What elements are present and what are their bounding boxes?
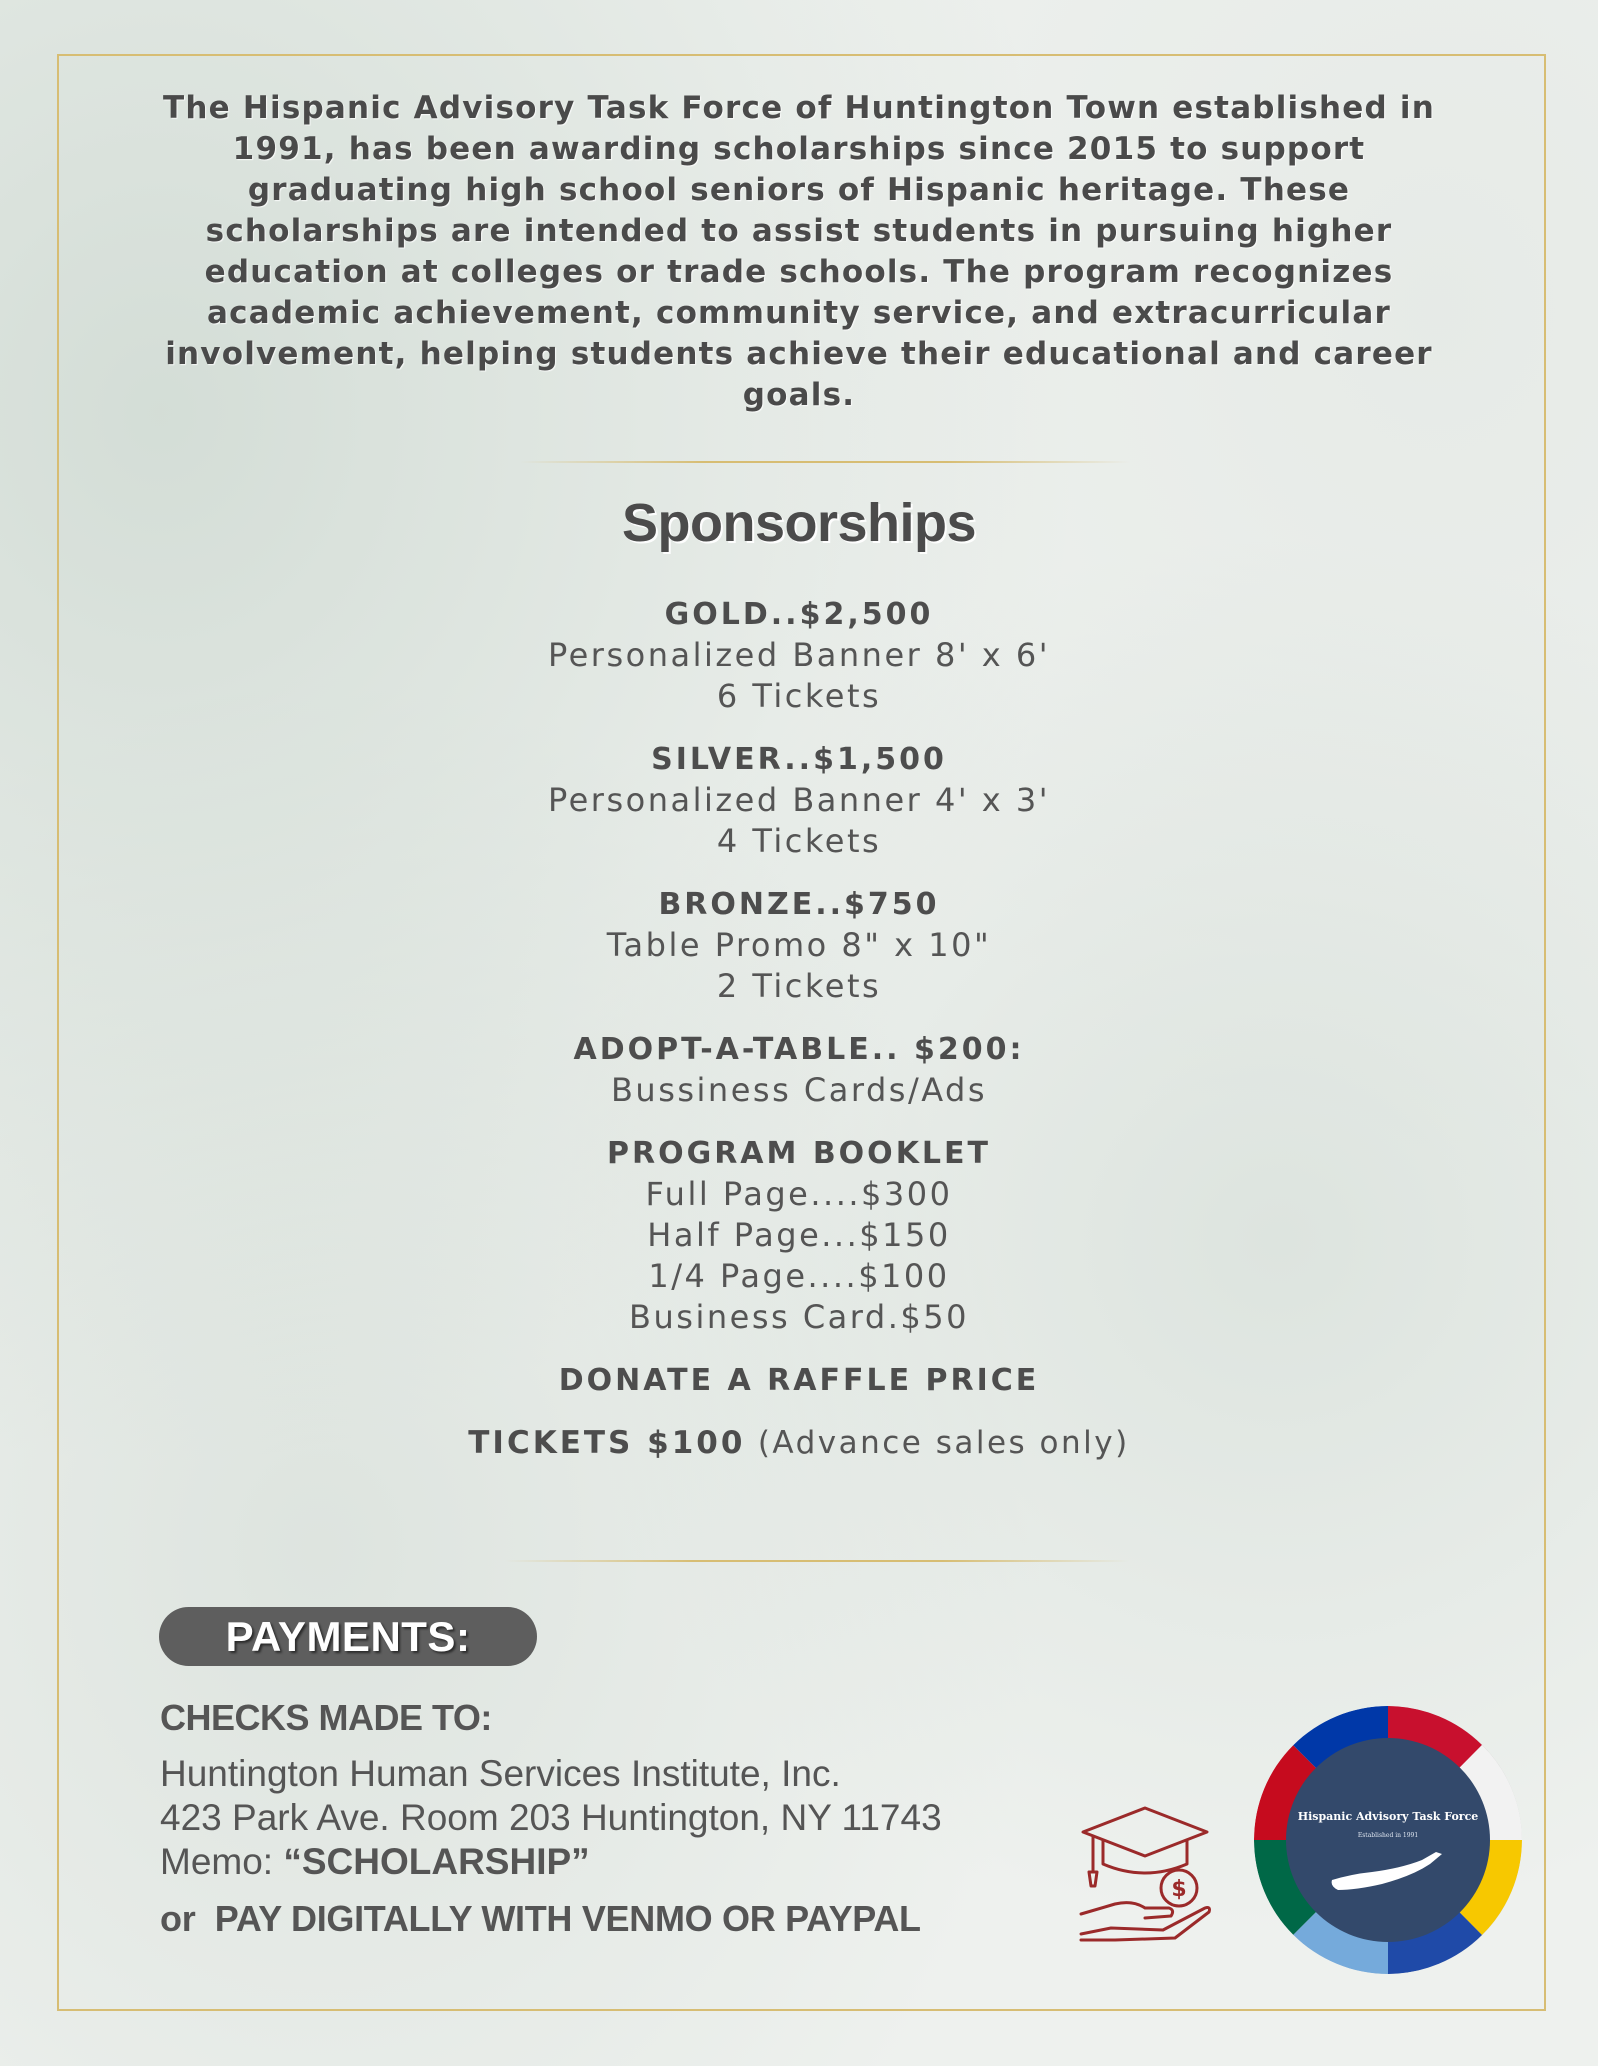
tier-adopt-a-table [0,1029,1598,1111]
tier-title: SILVER..$1,500 [651,742,947,777]
tier-line: 2 Tickets [716,967,882,1005]
tier-silver [0,739,1598,862]
tier-title: BRONZE..$750 [658,887,940,922]
tier-title: PROGRAM BOOKLET [606,1136,992,1171]
sponsorships-heading: Sponsorships [621,493,977,553]
top-divider [520,461,1130,463]
tier-raffle [0,1360,1598,1401]
tier-gold [0,594,1598,717]
memo-value: “SCHOLARSHIP” [283,1841,590,1882]
bottom-divider [505,1560,1130,1562]
tickets-label: TICKETS $100 [468,1425,746,1461]
tier-line: Bussiness Cards/Ads [610,1071,988,1109]
payee-street: 423 Park Ave. Room 203 Huntington, NY 11743 [160,1797,942,1838]
logo-center [1286,1738,1490,1942]
tier-bronze [0,884,1598,1007]
tier-line: Personalized Banner 8' x 6' [547,636,1051,674]
digital-payment: or PAY DIGITALLY WITH VENMO OR PAYPAL [160,1898,921,1939]
tier-title: GOLD..$2,500 [664,597,934,632]
logo-name: Hispanic Advisory Task Force [1297,1810,1479,1823]
tier-line: Half Page...$150 [647,1216,951,1254]
payee-address [160,1752,942,1884]
tier-line: 1/4 Page....$100 [648,1257,950,1295]
graduation-cap-hand-dollar-icon [1075,1802,1215,1942]
tier-line: Personalized Banner 4' x 3' [547,781,1051,819]
sponsorship-tiers [0,594,1598,1464]
tier-line: Table Promo 8" x 10" [606,926,992,964]
payments-badge: PAYMENTS: [159,1607,537,1666]
memo-label: Memo: [160,1841,274,1882]
tier-line: Full Page....$300 [645,1175,953,1213]
tier-line: 6 Tickets [716,677,882,715]
logo-subtitle: Established in 1991 [1357,1832,1419,1839]
svg-text:$: $ [1171,1877,1187,1902]
memo-line [160,1840,942,1884]
checks-title: CHECKS MADE TO: [160,1697,492,1738]
hispanic-advisory-logo [1252,1704,1524,1976]
tickets-row [0,1423,1598,1464]
tier-line: Business Card.$50 [629,1298,969,1336]
intro-paragraph: The Hispanic Advisory Task Force of Huntington Town established in 1991, has been awarding scholarships since 2015 to support graduating high school seniors of Hispanic heritage. These scholarships are intended to assist students in pursuing higher education at colleges or trade schools. The program recognizes academic achievement, community service, and extracurricular involvement, helping students achieve their educational and career goals. [163,90,1435,413]
tier-title: ADOPT-A-TABLE.. $200: [573,1032,1025,1067]
tickets-note: (Advance sales only) [757,1425,1130,1461]
tier-program-booklet [0,1133,1598,1338]
tier-title: DONATE A RAFFLE PRICE [558,1363,1040,1398]
tier-line: 4 Tickets [716,822,882,860]
payee-name: Huntington Human Services Institute, Inc. [160,1753,841,1794]
